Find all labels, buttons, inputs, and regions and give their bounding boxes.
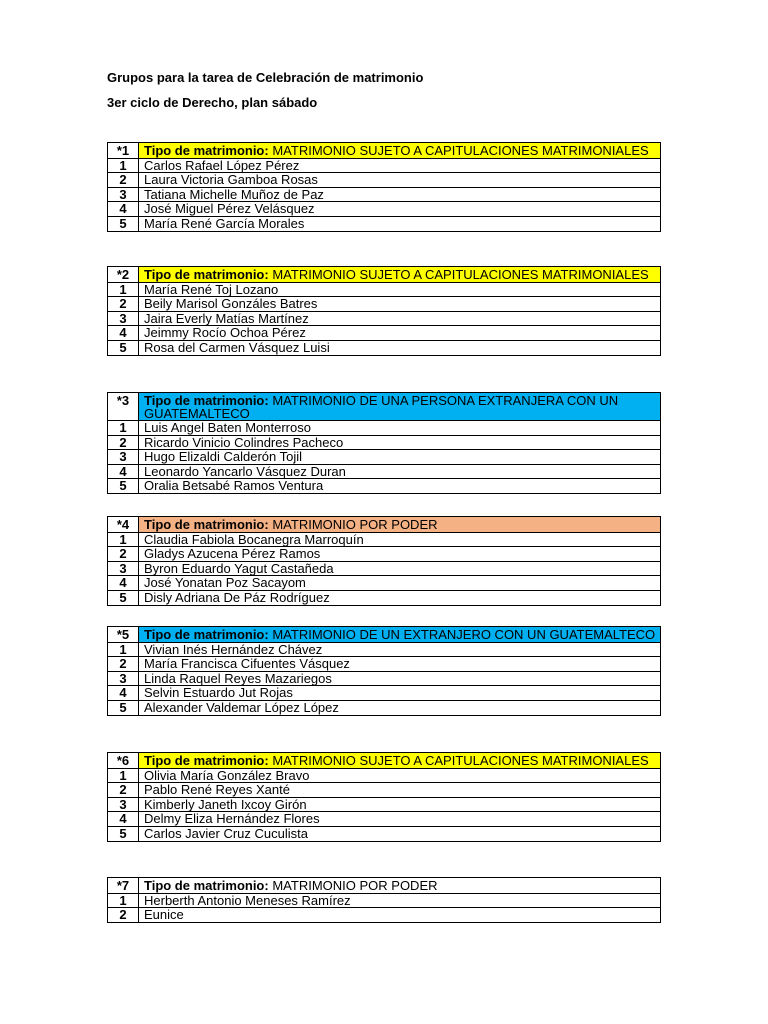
member-name: Oralia Betsabé Ramos Ventura	[139, 479, 661, 494]
member-name: Carlos Rafael López Pérez	[139, 158, 661, 173]
member-number: 5	[108, 590, 139, 605]
member-row	[108, 671, 661, 686]
member-name: Selvin Estuardo Jut Rojas	[139, 686, 661, 701]
member-row	[108, 893, 661, 908]
member-number: 2	[108, 173, 139, 188]
member-row	[108, 532, 661, 547]
member-number: 1	[108, 421, 139, 436]
member-name: Hugo Elizaldi Calderón Tojil	[139, 450, 661, 465]
member-row	[108, 187, 661, 202]
type-label: Tipo de matrimonio:	[144, 143, 269, 158]
type-value: MATRIMONIO SUJETO A CAPITULACIONES MATRIMONIALES	[272, 267, 649, 282]
member-name: María René García Morales	[139, 216, 661, 231]
member-name: Vivian Inés Hernández Chávez	[139, 642, 661, 657]
member-row	[108, 908, 661, 923]
type-value: MATRIMONIO SUJETO A CAPITULACIONES MATRIMONIALES	[272, 143, 649, 158]
member-name: María René Toj Lozano	[139, 282, 661, 297]
member-name: Jeimmy Rocío Ochoa Pérez	[139, 326, 661, 341]
member-row	[108, 173, 661, 188]
type-value: MATRIMONIO DE UNA PERSONA EXTRANJERA CON UN GUATEMALTECO	[144, 393, 619, 421]
group-header-row	[108, 878, 661, 894]
document-subtitle: 3er ciclo de Derecho, plan sábado	[107, 95, 318, 110]
member-number: 1	[108, 158, 139, 173]
member-row	[108, 216, 661, 231]
group-header-row	[108, 753, 661, 769]
group-table	[107, 392, 661, 494]
member-number: 4	[108, 812, 139, 827]
member-row	[108, 282, 661, 297]
member-name: Rosa del Carmen Vásquez Luisi	[139, 340, 661, 355]
member-name: Tatiana Michelle Muñoz de Paz	[139, 187, 661, 202]
group-type-cell	[139, 517, 661, 533]
member-number: 3	[108, 450, 139, 465]
type-value: MATRIMONIO DE UN EXTRANJERO CON UN GUATEMALTECO	[272, 627, 656, 642]
member-name: Luis Angel Baten Monterroso	[139, 421, 661, 436]
member-row	[108, 657, 661, 672]
member-number: 5	[108, 340, 139, 355]
member-row	[108, 812, 661, 827]
type-label: Tipo de matrimonio:	[144, 267, 269, 282]
group-table	[107, 142, 661, 232]
member-number: 1	[108, 282, 139, 297]
member-name: Claudia Fabiola Bocanegra Marroquín	[139, 532, 661, 547]
member-number: 2	[108, 297, 139, 312]
member-name: Herberth Antonio Meneses Ramírez	[139, 893, 661, 908]
member-name: Leonardo Yancarlo Vásquez Duran	[139, 464, 661, 479]
member-number: 2	[108, 783, 139, 798]
type-label: Tipo de matrimonio:	[144, 878, 269, 893]
group-id: *5	[108, 627, 139, 643]
member-number: 4	[108, 686, 139, 701]
member-number: 1	[108, 532, 139, 547]
member-name: Byron Eduardo Yagut Castañeda	[139, 561, 661, 576]
member-row	[108, 783, 661, 798]
group-id: *6	[108, 753, 139, 769]
group-header-row	[108, 517, 661, 533]
member-row	[108, 547, 661, 562]
member-number: 4	[108, 464, 139, 479]
type-label: Tipo de matrimonio:	[144, 627, 269, 642]
type-value: MATRIMONIO POR PODER	[272, 878, 438, 893]
member-number: 5	[108, 479, 139, 494]
member-row	[108, 576, 661, 591]
group-table	[107, 626, 661, 716]
member-row	[108, 642, 661, 657]
member-number: 2	[108, 547, 139, 562]
group-id: *4	[108, 517, 139, 533]
member-row	[108, 590, 661, 605]
member-name: Kimberly Janeth Ixcoy Girón	[139, 797, 661, 812]
member-row	[108, 202, 661, 217]
member-number: 3	[108, 311, 139, 326]
member-row	[108, 826, 661, 841]
member-number: 4	[108, 326, 139, 341]
group-type-cell	[139, 627, 661, 643]
member-number: 4	[108, 576, 139, 591]
member-name: Pablo René Reyes Xanté	[139, 783, 661, 798]
member-name: Laura Victoria Gamboa Rosas	[139, 173, 661, 188]
group-table	[107, 516, 661, 606]
member-name: José Yonatan Poz Sacayom	[139, 576, 661, 591]
group-type-cell	[139, 878, 661, 894]
group-table	[107, 877, 661, 923]
group-type-cell	[139, 753, 661, 769]
member-row	[108, 797, 661, 812]
member-number: 1	[108, 642, 139, 657]
member-name: Gladys Azucena Pérez Ramos	[139, 547, 661, 562]
member-name: Linda Raquel Reyes Mazariegos	[139, 671, 661, 686]
document-title: Grupos para la tarea de Celebración de matrimonio	[107, 70, 424, 85]
member-number: 5	[108, 826, 139, 841]
group-type-cell	[139, 267, 661, 283]
type-label: Tipo de matrimonio:	[144, 753, 269, 768]
group-header-row	[108, 627, 661, 643]
group-id: *1	[108, 143, 139, 159]
group-id: *2	[108, 267, 139, 283]
group-type-cell	[139, 393, 661, 421]
member-number: 3	[108, 671, 139, 686]
member-row	[108, 297, 661, 312]
member-name: Ricardo Vinicio Colindres Pacheco	[139, 435, 661, 450]
type-value: MATRIMONIO SUJETO A CAPITULACIONES MATRIMONIALES	[272, 753, 649, 768]
member-name: Olivia María González Bravo	[139, 768, 661, 783]
member-number: 5	[108, 216, 139, 231]
group-header-row	[108, 143, 661, 159]
member-row	[108, 326, 661, 341]
member-number: 1	[108, 768, 139, 783]
member-number: 2	[108, 657, 139, 672]
group-type-cell	[139, 143, 661, 159]
member-number: 2	[108, 435, 139, 450]
group-table	[107, 752, 661, 842]
member-number: 2	[108, 908, 139, 923]
member-row	[108, 158, 661, 173]
member-number: 3	[108, 797, 139, 812]
member-row	[108, 340, 661, 355]
member-name: Delmy Eliza Hernández Flores	[139, 812, 661, 827]
member-row	[108, 435, 661, 450]
member-name: Jaira Everly Matías Martínez	[139, 311, 661, 326]
member-name: Beily Marisol Gonzáles Batres	[139, 297, 661, 312]
member-row	[108, 479, 661, 494]
member-name: José Miguel Pérez Velásquez	[139, 202, 661, 217]
group-header-row	[108, 393, 661, 421]
member-row	[108, 686, 661, 701]
member-number: 5	[108, 700, 139, 715]
member-number: 3	[108, 187, 139, 202]
member-number: 4	[108, 202, 139, 217]
type-label: Tipo de matrimonio:	[144, 517, 269, 532]
type-value: MATRIMONIO POR PODER	[272, 517, 438, 532]
group-id: *7	[108, 878, 139, 894]
member-row	[108, 311, 661, 326]
member-name: Alexander Valdemar López López	[139, 700, 661, 715]
member-name: Disly Adriana De Páz Rodríguez	[139, 590, 661, 605]
member-row	[108, 421, 661, 436]
member-name: Carlos Javier Cruz Cuculista	[139, 826, 661, 841]
member-name: María Francisca Cifuentes Vásquez	[139, 657, 661, 672]
member-row	[108, 450, 661, 465]
member-number: 3	[108, 561, 139, 576]
member-row	[108, 700, 661, 715]
member-number: 1	[108, 893, 139, 908]
member-row	[108, 561, 661, 576]
member-row	[108, 464, 661, 479]
group-header-row	[108, 267, 661, 283]
member-row	[108, 768, 661, 783]
group-table	[107, 266, 661, 356]
group-id: *3	[108, 393, 139, 421]
member-name: Eunice	[139, 908, 661, 923]
type-label: Tipo de matrimonio:	[144, 393, 269, 408]
